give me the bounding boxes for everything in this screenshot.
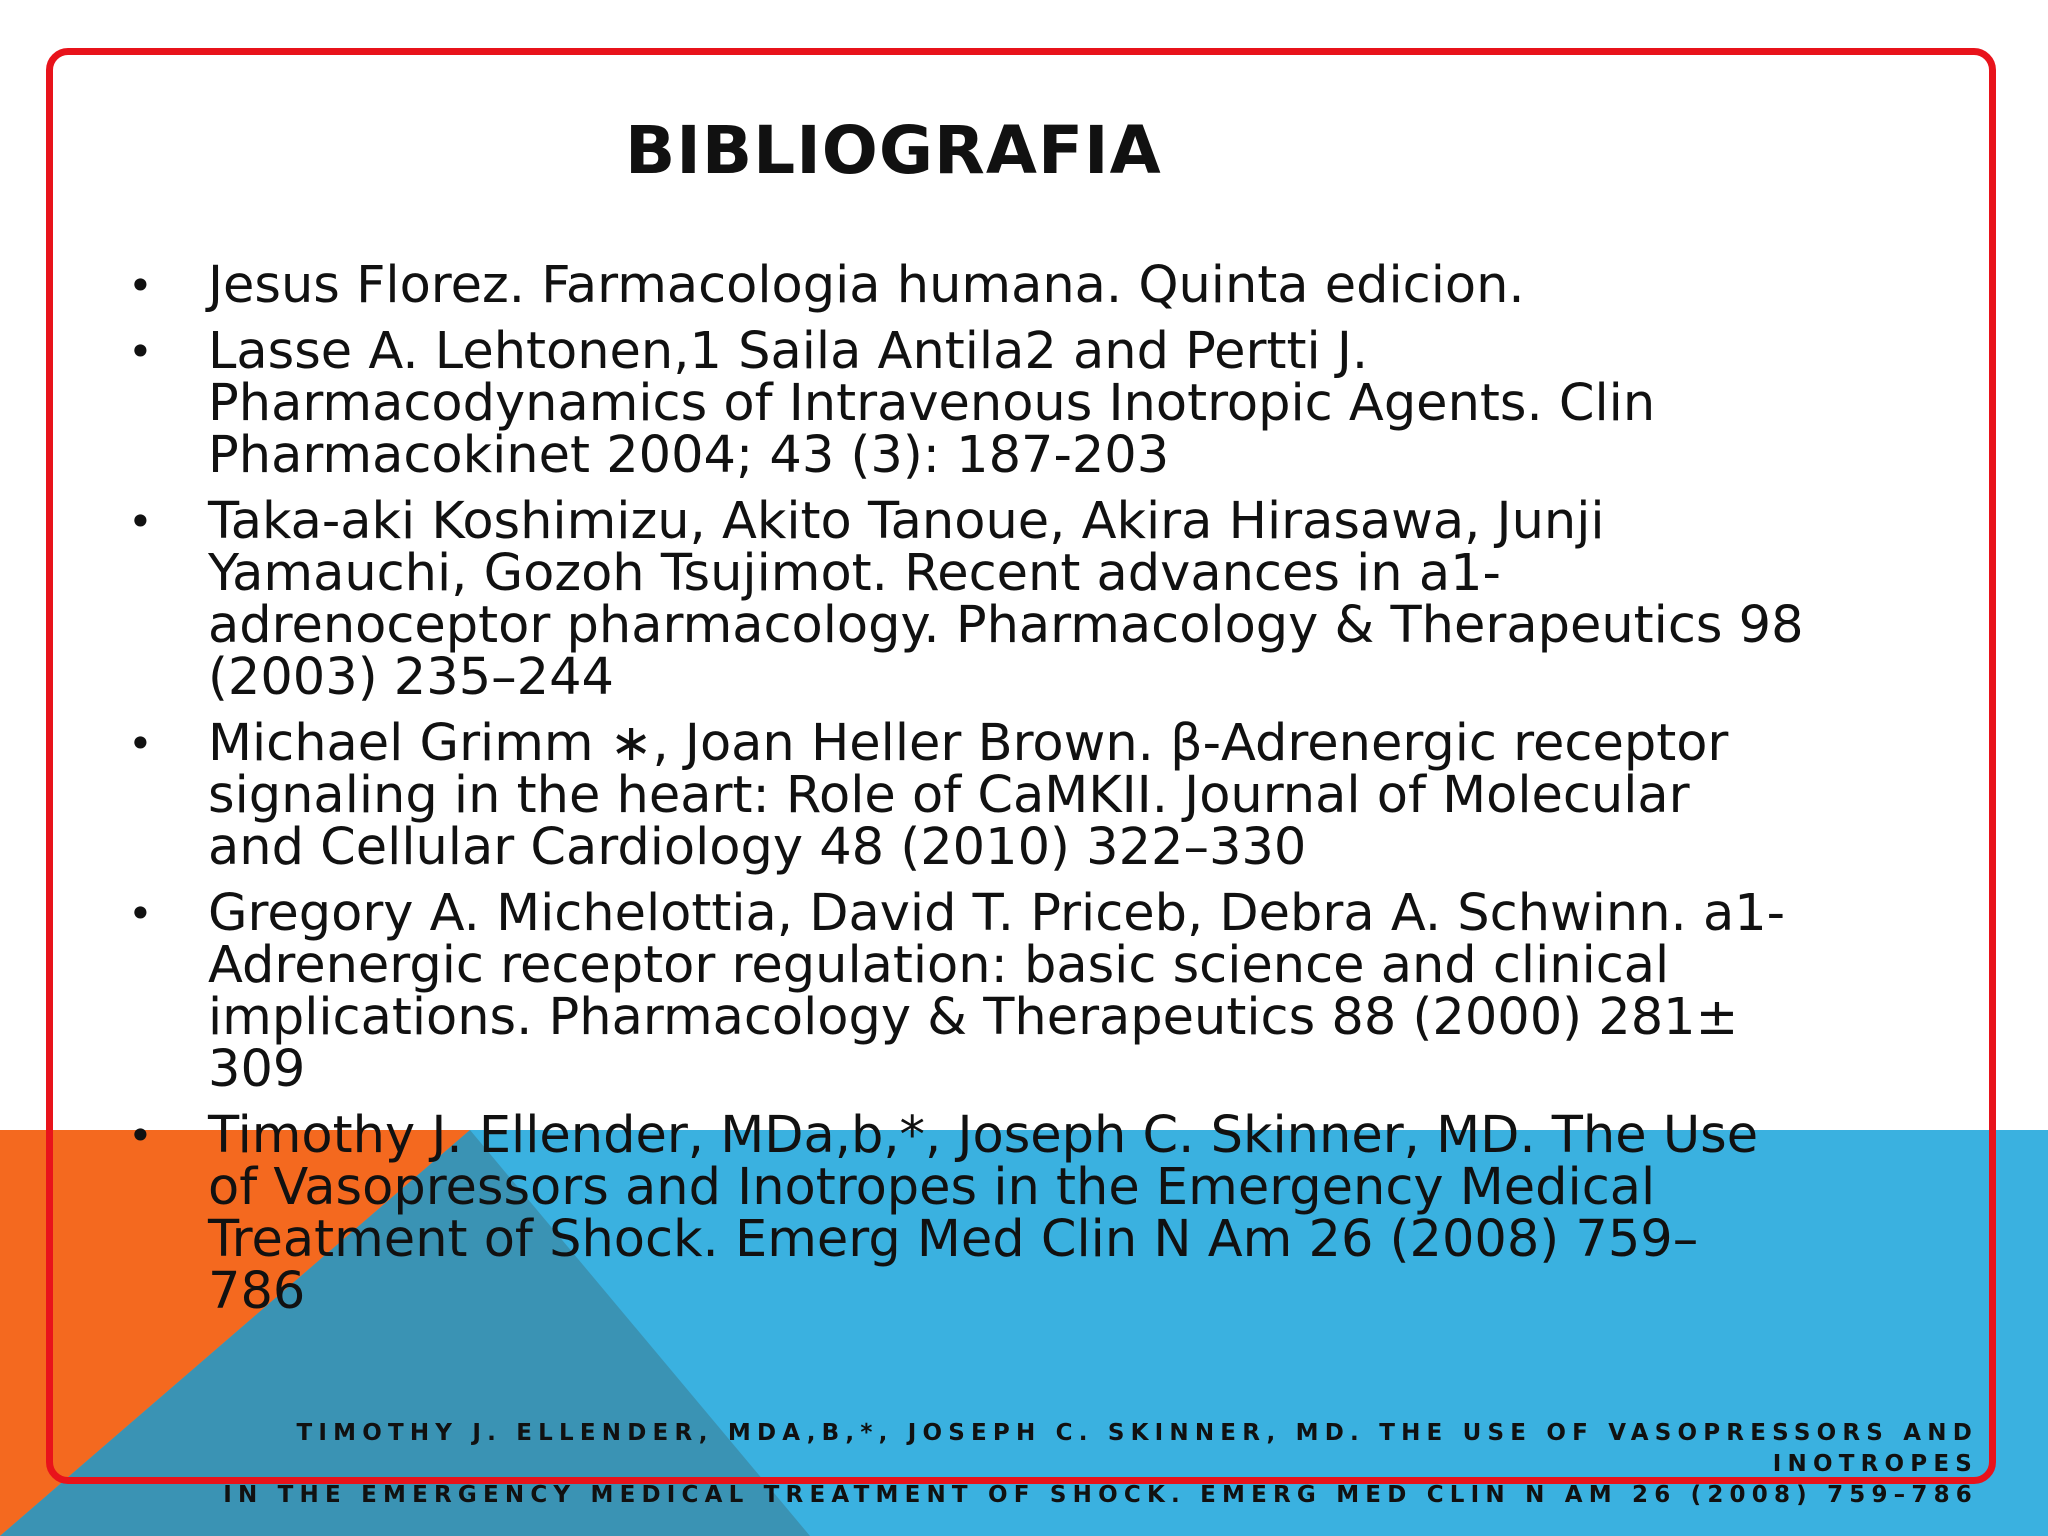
reference-line: Pharmacokinet 2004; 43 (3): 187-203	[208, 426, 1170, 485]
reference-line: adrenoceptor pharmacology. Pharmacology & Therapeutics 98	[208, 596, 1804, 655]
reference-line: and Cellular Cardiology 48 (2010) 322–330	[208, 818, 1307, 877]
reference-line: Taka-aki Koshimizu, Akito Tanoue, Akira Hirasawa, Junji	[208, 492, 1605, 551]
reference-line: Treatment of Shock. Emerg Med Clin N Am 26 (2008) 759–	[208, 1210, 1699, 1269]
reference-line: Jesus Florez. Farmacologia humana. Quinta edicion.	[208, 256, 1525, 315]
bullet-point: •	[128, 497, 153, 546]
reference-line: implications. Pharmacology & Therapeutics 88 (2000) 281±	[208, 988, 1739, 1047]
slide-title: BIBLIOGRAFIA	[625, 112, 1162, 189]
reference-line: 786	[208, 1262, 306, 1321]
reference-item	[124, 322, 1924, 485]
reference-list	[124, 256, 1924, 1332]
reference-line: Gregory A. Michelottia, David T. Priceb, Debra A. Schwinn. a1-	[208, 884, 1786, 943]
reference-line: signaling in the heart: Role of CaMKII. Journal of Molecular	[208, 766, 1690, 825]
reference-line: Yamauchi, Gozoh Tsujimot. Recent advances in a1-	[208, 544, 1501, 603]
reference-line: Lasse A. Lehtonen,1 Saila Antila2 and Pertti J.	[208, 322, 1369, 381]
footer-line: IN THE EMERGENCY MEDICAL TREATMENT OF SHOCK. EMERG MED CLIN N AM 26 (2008) 759–786	[223, 1482, 1978, 1508]
reference-item	[124, 714, 1924, 877]
reference-item	[124, 1106, 1924, 1321]
reference-line: Michael Grimm ∗, Joan Heller Brown. β-Adrenergic receptor	[208, 714, 1729, 773]
reference-item	[124, 256, 1924, 315]
reference-line: Pharmacodynamics of Intravenous Inotropic Agents. Clin	[208, 374, 1656, 433]
reference-line: (2003) 235–244	[208, 648, 614, 707]
reference-line: 309	[208, 1040, 306, 1099]
reference-line: Adrenergic receptor regulation: basic science and clinical	[208, 936, 1670, 995]
bullet-point: •	[128, 327, 153, 376]
reference-item	[124, 492, 1924, 707]
footer-line: TIMOTHY J. ELLENDER, MDA,B,*, JOSEPH C. SKINNER, MD. THE USE OF VASOPRESSORS AND INOTROPES	[296, 1420, 1978, 1477]
reference-line: of Vasopressors and Inotropes in the Emergency Medical	[208, 1158, 1656, 1217]
bullet-point: •	[128, 1111, 153, 1160]
reference-item	[124, 884, 1924, 1099]
bullet-point: •	[128, 719, 153, 768]
slide-footer-citation	[78, 1418, 1978, 1511]
bullet-point: •	[128, 261, 153, 310]
bullet-point: •	[128, 889, 153, 938]
reference-line: Timothy J. Ellender, MDa,b,*, Joseph C. Skinner, MD. The Use	[208, 1106, 1759, 1165]
